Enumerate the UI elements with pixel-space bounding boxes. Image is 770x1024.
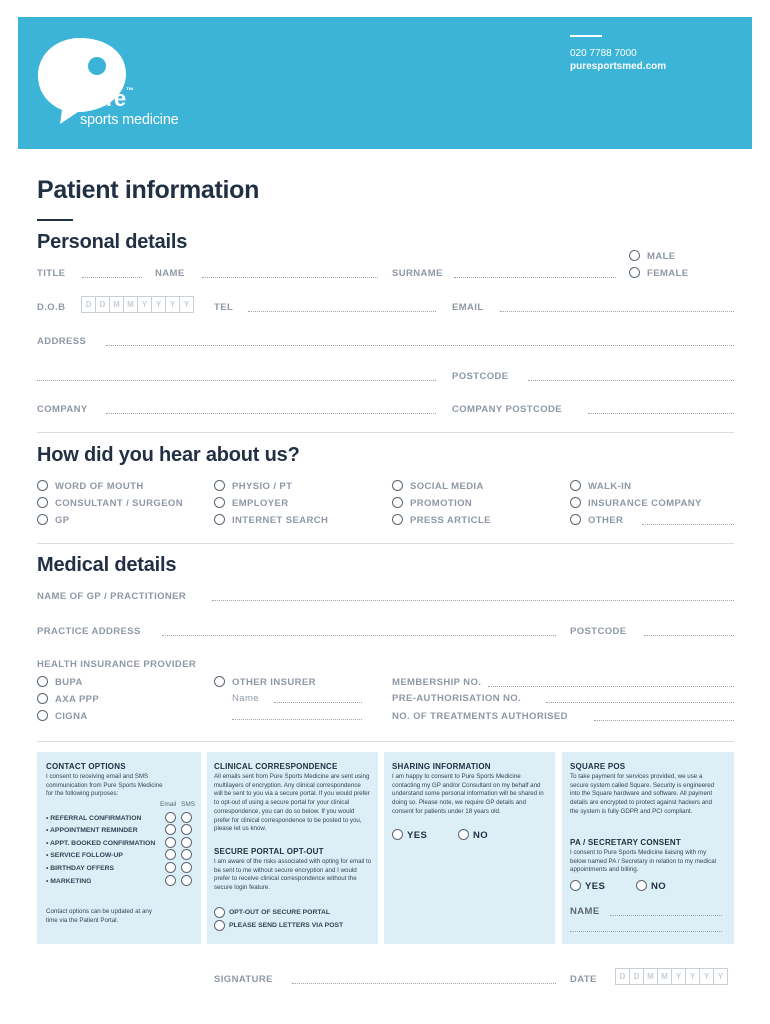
address-label: ADDRESS (37, 336, 87, 347)
pa-no-radio[interactable] (636, 880, 647, 891)
contact-option-label: • BIRTHDAY OFFERS (46, 865, 115, 872)
email-column-label: Email (160, 801, 177, 808)
gender-male-radio[interactable] (629, 250, 640, 261)
dob-label: D.O.B (37, 302, 66, 313)
contact-option-label: • REFERRAL CONFIRMATION (46, 815, 142, 822)
date-box[interactable]: D (629, 968, 643, 985)
logo-wordmark: pure (80, 86, 126, 111)
treatments-label: NO. OF TREATMENTS AUTHORISED (392, 711, 568, 722)
optout-portal-label: OPT-OUT OF SECURE PORTAL (229, 909, 331, 916)
other-insurer-label: OTHER INSURER (232, 677, 316, 688)
address-field-line1[interactable] (106, 345, 734, 346)
divider (37, 741, 734, 742)
date-label: DATE (570, 974, 597, 985)
gp-label: NAME OF GP / PRACTITIONER (37, 591, 187, 602)
dob-box[interactable]: Y (137, 296, 151, 313)
dob-box[interactable]: Y (165, 296, 179, 313)
hear-option-label: EMPLOYER (232, 498, 289, 509)
contact-option-label: • MARKETING (46, 878, 92, 885)
title-field[interactable] (82, 277, 142, 278)
date-box[interactable]: D (615, 968, 629, 985)
insurer-name-label: Name (232, 693, 259, 704)
company-label: COMPANY (37, 404, 88, 415)
contact-option-label: • SERVICE FOLLOW-UP (46, 852, 123, 859)
email-radio[interactable] (165, 812, 176, 823)
pa-name-label: NAME (570, 906, 600, 917)
clinical-text: All emails sent from Pure Sports Medicine are sent using multilayers of encryption. Any clinical correspondence will be sent to you via a secure portal. If you would prefer to opt-out of using a secure portal for your clinical correspondence, you can do so below. If you would prefer for clinical correspondence to be posted to you, please let us know. (214, 773, 370, 833)
sms-radio[interactable] (181, 824, 192, 835)
email-radio[interactable] (165, 837, 176, 848)
pa-consent-heading: PA / SECRETARY CONSENT (570, 838, 681, 847)
hear-radio[interactable] (570, 514, 581, 525)
sharing-no-radio[interactable] (458, 829, 469, 840)
company-postcode-label: COMPANY POSTCODE (452, 404, 563, 415)
logo-subtitle: sports medicine (80, 112, 179, 128)
sms-column-label: SMS (181, 801, 196, 808)
email-radio[interactable] (165, 875, 176, 886)
contact-options-text: I consent to receiving email and SMS communication from Pure Sports Medicine for the following purposes: (46, 773, 163, 798)
sms-radio[interactable] (181, 862, 192, 873)
tel-label: TEL (214, 302, 234, 313)
signature-field[interactable] (292, 983, 556, 984)
other-field[interactable] (642, 524, 734, 525)
divider (37, 543, 734, 544)
sharing-text: I am happy to consent to Pure Sports Medicine contacting my GP and/or Consultant on my behalf and understand some personal information will be shared in doing so. Please note, we require GP details and consent for patients under 18 years old. (392, 773, 544, 815)
date-box[interactable]: Y (713, 968, 728, 985)
email-radio[interactable] (165, 862, 176, 873)
hear-option-label: PROMOTION (410, 498, 473, 509)
sharing-no-label: NO (473, 830, 489, 841)
dob-box[interactable]: M (123, 296, 137, 313)
hear-option-label: INTERNET SEARCH (232, 515, 329, 526)
hear-radio[interactable] (392, 480, 403, 491)
hear-radio[interactable] (570, 480, 581, 491)
section-personal-heading: Personal details (37, 231, 188, 253)
contact-options-heading: CONTACT OPTIONS (46, 762, 126, 771)
hear-radio[interactable] (214, 514, 225, 525)
surname-field[interactable] (454, 277, 616, 278)
practice-postcode-label: POSTCODE (570, 626, 627, 637)
provider-radio[interactable] (37, 693, 48, 704)
section-hear-heading: How did you hear about us? (37, 444, 300, 466)
email-label: EMAIL (452, 302, 484, 313)
optout-portal-radio[interactable] (214, 907, 225, 918)
page-title: Patient information (37, 176, 260, 204)
company-postcode-field[interactable] (588, 413, 734, 414)
membership-label: MEMBERSHIP NO. (392, 677, 482, 688)
hear-radio[interactable] (392, 514, 403, 525)
hear-radio[interactable] (392, 497, 403, 508)
section-medical-heading: Medical details (37, 554, 177, 576)
sms-radio[interactable] (181, 837, 192, 848)
hear-option-label: SOCIAL MEDIA (410, 481, 484, 492)
dob-box[interactable]: Y (179, 296, 194, 313)
treatments-field[interactable] (594, 720, 734, 721)
hear-option-label: INSURANCE COMPANY (588, 498, 702, 509)
insurance-label: HEALTH INSURANCE PROVIDER (37, 659, 197, 670)
date-box[interactable]: M (657, 968, 671, 985)
title-rule (37, 219, 73, 221)
email-field[interactable] (500, 311, 734, 312)
provider-radio[interactable] (37, 676, 48, 687)
company-field[interactable] (106, 413, 436, 414)
hear-option-label: PHYSIO / PT (232, 481, 293, 492)
square-text: To take payment for services provided, we use a secure system called Square. Security is engineered into the Square hardware and software. All payment details are encrypted to protect against hackers and the system is fully GDPR and PCI compliant. (570, 773, 715, 815)
contact-options-footer: Contact options can be updated at any time via the Patient Portal. (46, 908, 152, 924)
date-box[interactable]: Y (685, 968, 699, 985)
name-label: NAME (155, 268, 185, 279)
membership-field[interactable] (488, 686, 734, 687)
dob-boxes[interactable] (81, 296, 194, 313)
pa-yes-radio[interactable] (570, 880, 581, 891)
dob-box[interactable]: D (95, 296, 109, 313)
sms-radio[interactable] (181, 812, 192, 823)
surname-label: SURNAME (392, 268, 443, 279)
email-radio[interactable] (165, 849, 176, 860)
provider-label: BUPA (55, 677, 83, 688)
letters-post-label: PLEASE SEND LETTERS VIA POST (229, 922, 344, 929)
address-field-line2[interactable] (37, 380, 436, 381)
preauth-field[interactable] (546, 702, 734, 703)
sharing-yes-label: YES (407, 830, 428, 841)
pa-name-field[interactable] (610, 915, 722, 916)
provider-label: AXA PPP (55, 694, 100, 705)
pa-consent-text: I consent to Pure Sports Medicine liaising with my below named PA / Secretary in relation to my medical appointments and billing. (570, 849, 717, 874)
title-label: TITLE (37, 268, 66, 279)
sharing-yes-radio[interactable] (392, 829, 403, 840)
pa-no-label: NO (651, 881, 667, 892)
gender-female-label: FEMALE (647, 268, 689, 279)
insurer-name-field-2[interactable] (232, 719, 362, 720)
hear-option-label: CONSULTANT / SURGEON (55, 498, 183, 509)
logo-trademark: ™ (125, 86, 134, 95)
dob-box[interactable]: D (81, 296, 95, 313)
postcode-field[interactable] (528, 380, 734, 381)
name-field[interactable] (202, 277, 378, 278)
practice-postcode-field[interactable] (644, 635, 734, 636)
date-box[interactable]: Y (671, 968, 685, 985)
tel-field[interactable] (248, 311, 436, 312)
clinical-heading: CLINICAL CORRESPONDENCE (214, 762, 338, 771)
hear-radio[interactable] (37, 497, 48, 508)
header-phone[interactable]: 020 7788 7000 (570, 48, 637, 59)
pa-name-field-2[interactable] (570, 931, 722, 932)
hear-option-label: OTHER (588, 515, 624, 526)
hear-radio[interactable] (214, 480, 225, 491)
pa-yes-label: YES (585, 881, 606, 892)
hear-radio[interactable] (37, 514, 48, 525)
email-radio[interactable] (165, 824, 176, 835)
sms-radio[interactable] (181, 875, 192, 886)
hear-radio[interactable] (37, 480, 48, 491)
gp-field[interactable] (212, 600, 734, 601)
dob-box[interactable]: M (109, 296, 123, 313)
hear-radio[interactable] (214, 497, 225, 508)
insurer-name-field[interactable] (274, 702, 362, 703)
date-box[interactable]: Y (699, 968, 713, 985)
postcode-label: POSTCODE (452, 371, 509, 382)
gender-male-label: MALE (647, 251, 676, 262)
signature-date-boxes[interactable] (615, 968, 728, 985)
hear-option-label: PRESS ARTICLE (410, 515, 491, 526)
hear-radio[interactable] (570, 497, 581, 508)
hear-option-label: GP (55, 515, 70, 526)
header-rule (570, 35, 602, 37)
sms-radio[interactable] (181, 849, 192, 860)
sharing-heading: SHARING INFORMATION (392, 762, 491, 771)
practice-address-label: PRACTICE ADDRESS (37, 626, 141, 637)
hear-option-label: WORD OF MOUTH (55, 481, 144, 492)
optout-heading: SECURE PORTAL OPT-OUT (214, 847, 324, 856)
square-heading: SQUARE POS (570, 762, 626, 771)
hear-option-label: WALK-IN (588, 481, 632, 492)
contact-option-label: • APPT. BOOKED CONFIRMATION (46, 840, 156, 847)
preauth-label: PRE-AUTHORISATION NO. (392, 693, 522, 704)
practice-address-field[interactable] (162, 635, 556, 636)
signature-label: SIGNATURE (214, 974, 273, 985)
divider (37, 432, 734, 433)
provider-radio[interactable] (37, 710, 48, 721)
header-website[interactable]: puresportsmed.com (570, 61, 667, 72)
letters-post-radio[interactable] (214, 920, 225, 931)
dob-box[interactable]: Y (151, 296, 165, 313)
provider-label: CIGNA (55, 711, 88, 722)
date-box[interactable]: M (643, 968, 657, 985)
optout-text: I am aware of the risks associated with opting for email to be sent to me without secure encryption and I would prefer to receive clinical correspondence without the secure login feature. (214, 858, 372, 892)
contact-option-label: • APPOINTMENT REMINDER (46, 827, 138, 834)
gender-female-radio[interactable] (629, 267, 640, 278)
other-insurer-radio[interactable] (214, 676, 225, 687)
